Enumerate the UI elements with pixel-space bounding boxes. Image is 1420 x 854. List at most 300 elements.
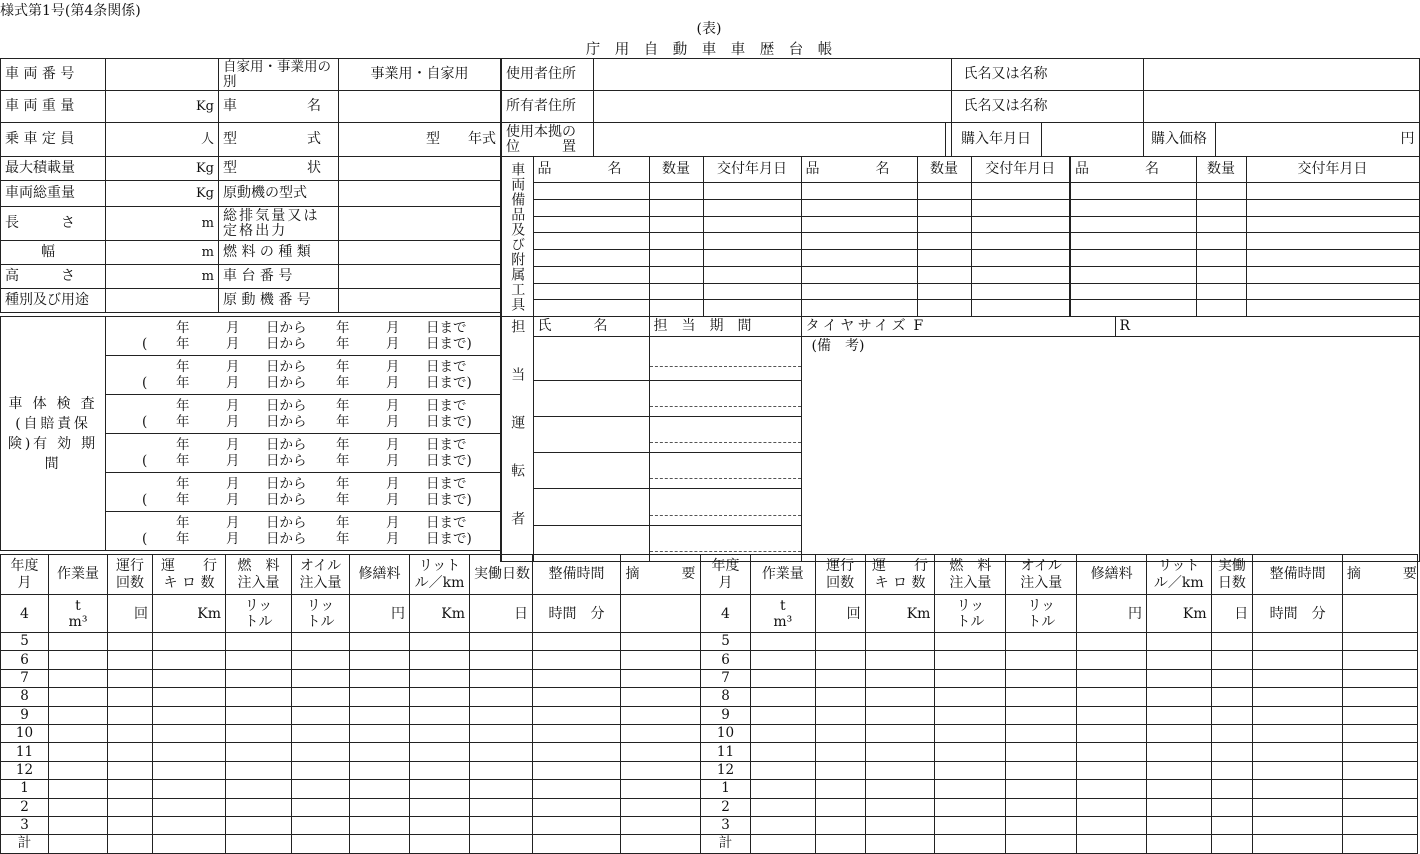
right-log-unit-6[interactable]: 円: [1077, 595, 1147, 633]
left-log-cell[interactable]: [226, 651, 292, 669]
right-log-cell[interactable]: [1077, 743, 1147, 761]
right-log-cell[interactable]: [1342, 761, 1417, 779]
vehicle-mid-value-8[interactable]: [339, 289, 501, 313]
left-log-cell[interactable]: [49, 706, 108, 724]
right-log-cell[interactable]: [1211, 780, 1253, 798]
equipment-cell[interactable]: [703, 300, 801, 317]
right-log-cell[interactable]: [1077, 688, 1147, 706]
equipment-cell[interactable]: [971, 266, 1070, 283]
left-log-unit-5[interactable]: リッ トル: [292, 595, 350, 633]
vehicle-mid-value-7[interactable]: [339, 265, 501, 289]
right-log-unit-9[interactable]: 時間 分: [1253, 595, 1343, 633]
left-log-cell[interactable]: [533, 816, 621, 834]
vehicle-value-7[interactable]: m: [106, 265, 219, 289]
left-log-cell[interactable]: [410, 743, 470, 761]
equipment-cell[interactable]: [1246, 199, 1419, 216]
right-log-cell[interactable]: [1006, 743, 1077, 761]
left-log-cell[interactable]: [621, 651, 701, 669]
equipment-cell[interactable]: [533, 233, 649, 250]
left-log-unit-2[interactable]: 回: [108, 595, 153, 633]
vehicle-mid-value-3[interactable]: [339, 157, 501, 181]
equipment-cell[interactable]: [1246, 233, 1419, 250]
left-log-cell[interactable]: [621, 724, 701, 742]
vehicle-mid-value-2[interactable]: 型 年式: [339, 123, 501, 157]
equipment-cell[interactable]: [533, 300, 649, 317]
driver-name-cell[interactable]: [533, 489, 649, 525]
equipment-cell[interactable]: [533, 216, 649, 233]
equipment-cell[interactable]: [1196, 199, 1246, 216]
left-log-cell[interactable]: [49, 688, 108, 706]
left-log-cell[interactable]: [226, 780, 292, 798]
right-log-cell[interactable]: [1146, 835, 1211, 853]
equipment-cell[interactable]: [801, 183, 917, 200]
right-log-cell[interactable]: [815, 633, 865, 651]
right-log-cell[interactable]: [1342, 633, 1417, 651]
equipment-cell[interactable]: [971, 283, 1070, 300]
left-log-cell[interactable]: [49, 780, 108, 798]
left-log-cell[interactable]: [621, 798, 701, 816]
right-log-cell[interactable]: [751, 688, 816, 706]
equipment-cell[interactable]: [917, 233, 971, 250]
left-log-unit-6[interactable]: 円: [350, 595, 410, 633]
equipment-cell[interactable]: [917, 283, 971, 300]
equipment-cell[interactable]: [649, 183, 703, 200]
right-log-cell[interactable]: [865, 743, 935, 761]
equipment-cell[interactable]: [1070, 250, 1196, 267]
right-log-cell[interactable]: [1006, 780, 1077, 798]
equipment-cell[interactable]: [971, 199, 1070, 216]
right-log-cell[interactable]: [1146, 780, 1211, 798]
equipment-cell[interactable]: [1070, 216, 1196, 233]
right-log-cell[interactable]: [1211, 816, 1253, 834]
equipment-cell[interactable]: [1196, 233, 1246, 250]
driver-period-cell[interactable]: [649, 337, 801, 381]
left-log-cell[interactable]: [470, 780, 533, 798]
equipment-cell[interactable]: [703, 250, 801, 267]
driver-name-cell[interactable]: [533, 337, 649, 381]
left-log-unit-9[interactable]: 時間 分: [533, 595, 621, 633]
user-name-field[interactable]: [1143, 59, 1419, 91]
right-log-cell[interactable]: [865, 835, 935, 853]
right-log-cell[interactable]: [1006, 798, 1077, 816]
right-log-cell[interactable]: [1006, 688, 1077, 706]
right-log-cell[interactable]: [1342, 706, 1417, 724]
left-log-cell[interactable]: [292, 651, 350, 669]
equipment-cell[interactable]: [703, 283, 801, 300]
right-log-cell[interactable]: [1342, 743, 1417, 761]
right-log-cell[interactable]: [1077, 706, 1147, 724]
right-log-cell[interactable]: [1253, 633, 1343, 651]
vehicle-value-6[interactable]: m: [106, 241, 219, 265]
right-log-cell[interactable]: [1253, 651, 1343, 669]
left-log-cell[interactable]: [533, 835, 621, 853]
right-log-cell[interactable]: [1211, 724, 1253, 742]
left-log-cell[interactable]: [621, 633, 701, 651]
equipment-cell[interactable]: [1070, 183, 1196, 200]
right-log-cell[interactable]: [1077, 816, 1147, 834]
right-log-cell[interactable]: [865, 706, 935, 724]
user-address-field[interactable]: [593, 59, 951, 91]
equipment-cell[interactable]: [649, 216, 703, 233]
left-log-cell[interactable]: [226, 761, 292, 779]
right-log-cell[interactable]: [1342, 780, 1417, 798]
driver-name-cell[interactable]: [533, 453, 649, 489]
equipment-cell[interactable]: [533, 266, 649, 283]
right-log-cell[interactable]: [815, 688, 865, 706]
left-log-cell[interactable]: [153, 669, 226, 687]
equipment-cell[interactable]: [649, 233, 703, 250]
right-log-cell[interactable]: [1253, 835, 1343, 853]
vehicle-value-0[interactable]: [106, 59, 219, 91]
left-log-cell[interactable]: [470, 743, 533, 761]
equipment-cell[interactable]: [917, 183, 971, 200]
owner-address-field[interactable]: [593, 91, 951, 123]
left-log-cell[interactable]: [470, 669, 533, 687]
left-log-cell[interactable]: [292, 780, 350, 798]
left-log-cell[interactable]: [108, 633, 153, 651]
right-log-cell[interactable]: [1077, 669, 1147, 687]
equipment-cell[interactable]: [801, 266, 917, 283]
equipment-cell[interactable]: [649, 199, 703, 216]
right-log-cell[interactable]: [1077, 651, 1147, 669]
equipment-cell[interactable]: [649, 266, 703, 283]
right-log-unit-7[interactable]: Km: [1146, 595, 1211, 633]
left-log-cell[interactable]: [410, 651, 470, 669]
right-log-cell[interactable]: [935, 835, 1006, 853]
left-log-cell[interactable]: [350, 706, 410, 724]
remarks-field[interactable]: [801, 337, 1419, 562]
left-log-cell[interactable]: [533, 706, 621, 724]
right-log-cell[interactable]: [1342, 724, 1417, 742]
equipment-cell[interactable]: [917, 300, 971, 317]
left-log-cell[interactable]: [533, 633, 621, 651]
left-log-cell[interactable]: [153, 706, 226, 724]
right-log-cell[interactable]: [1077, 780, 1147, 798]
right-log-cell[interactable]: [751, 761, 816, 779]
right-log-cell[interactable]: [1211, 743, 1253, 761]
right-log-cell[interactable]: [1342, 651, 1417, 669]
left-log-cell[interactable]: [350, 798, 410, 816]
left-log-cell[interactable]: [226, 743, 292, 761]
right-log-cell[interactable]: [1253, 816, 1343, 834]
right-log-unit-5[interactable]: リッ トル: [1006, 595, 1077, 633]
equipment-cell[interactable]: [649, 283, 703, 300]
left-log-cell[interactable]: [470, 706, 533, 724]
right-log-cell[interactable]: [1146, 761, 1211, 779]
left-log-cell[interactable]: [153, 816, 226, 834]
equipment-cell[interactable]: [801, 250, 917, 267]
left-log-cell[interactable]: [470, 633, 533, 651]
right-log-unit-4[interactable]: リッ トル: [935, 595, 1006, 633]
right-log-cell[interactable]: [1006, 706, 1077, 724]
left-log-cell[interactable]: [292, 798, 350, 816]
right-log-cell[interactable]: [1211, 633, 1253, 651]
right-log-cell[interactable]: [1146, 651, 1211, 669]
equipment-cell[interactable]: [533, 199, 649, 216]
left-log-cell[interactable]: [153, 835, 226, 853]
left-log-cell[interactable]: [292, 724, 350, 742]
equipment-cell[interactable]: [703, 216, 801, 233]
equipment-cell[interactable]: [703, 233, 801, 250]
right-log-cell[interactable]: [1006, 724, 1077, 742]
left-log-cell[interactable]: [350, 743, 410, 761]
right-log-cell[interactable]: [751, 780, 816, 798]
left-log-cell[interactable]: [226, 816, 292, 834]
right-log-cell[interactable]: [865, 724, 935, 742]
left-log-cell[interactable]: [153, 651, 226, 669]
left-log-cell[interactable]: [350, 780, 410, 798]
left-log-cell[interactable]: [533, 724, 621, 742]
equipment-cell[interactable]: [1196, 216, 1246, 233]
base-location-field[interactable]: [593, 123, 945, 157]
left-log-cell[interactable]: [292, 633, 350, 651]
equipment-cell[interactable]: [1196, 283, 1246, 300]
equipment-cell[interactable]: [801, 300, 917, 317]
right-log-cell[interactable]: [1211, 669, 1253, 687]
right-log-cell[interactable]: [1146, 688, 1211, 706]
left-log-cell[interactable]: [533, 651, 621, 669]
right-log-cell[interactable]: [935, 706, 1006, 724]
equipment-cell[interactable]: [801, 233, 917, 250]
right-log-cell[interactable]: [815, 761, 865, 779]
left-log-cell[interactable]: [470, 798, 533, 816]
right-log-cell[interactable]: [1211, 651, 1253, 669]
left-log-cell[interactable]: [533, 798, 621, 816]
right-log-cell[interactable]: [1006, 633, 1077, 651]
equipment-cell[interactable]: [1246, 250, 1419, 267]
right-log-cell[interactable]: [1077, 724, 1147, 742]
right-log-cell[interactable]: [1006, 835, 1077, 853]
right-log-unit-3[interactable]: Km: [865, 595, 935, 633]
left-log-cell[interactable]: [350, 835, 410, 853]
left-log-cell[interactable]: [410, 633, 470, 651]
right-log-cell[interactable]: [751, 816, 816, 834]
left-log-cell[interactable]: [470, 816, 533, 834]
equipment-cell[interactable]: [917, 199, 971, 216]
left-log-cell[interactable]: [49, 724, 108, 742]
left-log-cell[interactable]: [108, 651, 153, 669]
right-log-cell[interactable]: [865, 651, 935, 669]
left-log-cell[interactable]: [470, 724, 533, 742]
right-log-cell[interactable]: [935, 688, 1006, 706]
purchase-date-field[interactable]: [1041, 123, 1143, 157]
left-log-cell[interactable]: [108, 835, 153, 853]
left-log-unit-3[interactable]: Km: [153, 595, 226, 633]
left-log-cell[interactable]: [226, 706, 292, 724]
equipment-cell[interactable]: [533, 183, 649, 200]
left-log-cell[interactable]: [108, 688, 153, 706]
right-log-cell[interactable]: [935, 798, 1006, 816]
left-log-unit-1[interactable]: t m³: [49, 595, 108, 633]
left-log-cell[interactable]: [292, 669, 350, 687]
right-log-cell[interactable]: [1146, 706, 1211, 724]
right-log-cell[interactable]: [1253, 743, 1343, 761]
right-log-unit-10[interactable]: [1342, 595, 1417, 633]
vehicle-mid-value-4[interactable]: [339, 181, 501, 207]
right-log-cell[interactable]: [1253, 688, 1343, 706]
equipment-cell[interactable]: [533, 250, 649, 267]
right-log-cell[interactable]: [1211, 835, 1253, 853]
left-log-cell[interactable]: [226, 798, 292, 816]
left-log-cell[interactable]: [49, 633, 108, 651]
left-log-cell[interactable]: [621, 706, 701, 724]
left-log-cell[interactable]: [410, 816, 470, 834]
right-log-cell[interactable]: [815, 724, 865, 742]
left-log-cell[interactable]: [410, 780, 470, 798]
left-log-cell[interactable]: [350, 651, 410, 669]
vehicle-mid-value-5[interactable]: [339, 207, 501, 241]
equipment-cell[interactable]: [1246, 216, 1419, 233]
vehicle-value-4[interactable]: Kg: [106, 181, 219, 207]
right-log-cell[interactable]: [1146, 633, 1211, 651]
equipment-cell[interactable]: [971, 300, 1070, 317]
right-log-cell[interactable]: [1253, 669, 1343, 687]
right-log-cell[interactable]: [865, 780, 935, 798]
right-log-cell[interactable]: [1253, 724, 1343, 742]
right-log-unit-1[interactable]: t m³: [751, 595, 816, 633]
left-log-cell[interactable]: [533, 688, 621, 706]
right-log-cell[interactable]: [1146, 816, 1211, 834]
right-log-cell[interactable]: [1006, 651, 1077, 669]
equipment-cell[interactable]: [917, 250, 971, 267]
equipment-cell[interactable]: [649, 250, 703, 267]
left-log-cell[interactable]: [410, 724, 470, 742]
right-log-cell[interactable]: [1342, 669, 1417, 687]
right-log-cell[interactable]: [1146, 743, 1211, 761]
equipment-cell[interactable]: [1196, 183, 1246, 200]
left-log-cell[interactable]: [49, 816, 108, 834]
right-log-cell[interactable]: [1342, 816, 1417, 834]
left-log-cell[interactable]: [49, 651, 108, 669]
left-log-cell[interactable]: [108, 743, 153, 761]
left-log-unit-4[interactable]: リッ トル: [226, 595, 292, 633]
right-log-cell[interactable]: [935, 633, 1006, 651]
left-log-cell[interactable]: [153, 798, 226, 816]
right-log-cell[interactable]: [751, 651, 816, 669]
equipment-cell[interactable]: [917, 266, 971, 283]
left-log-cell[interactable]: [292, 688, 350, 706]
left-log-cell[interactable]: [49, 743, 108, 761]
left-log-cell[interactable]: [533, 743, 621, 761]
left-log-cell[interactable]: [108, 780, 153, 798]
right-log-cell[interactable]: [1146, 669, 1211, 687]
right-log-unit-8[interactable]: 日: [1211, 595, 1253, 633]
left-log-cell[interactable]: [153, 743, 226, 761]
right-log-cell[interactable]: [935, 724, 1006, 742]
right-log-cell[interactable]: [865, 633, 935, 651]
left-log-cell[interactable]: [470, 651, 533, 669]
right-log-cell[interactable]: [751, 798, 816, 816]
right-log-cell[interactable]: [1342, 798, 1417, 816]
right-log-cell[interactable]: [815, 669, 865, 687]
left-log-cell[interactable]: [153, 724, 226, 742]
left-log-cell[interactable]: [226, 669, 292, 687]
equipment-cell[interactable]: [1070, 300, 1196, 317]
equipment-cell[interactable]: [1070, 199, 1196, 216]
left-log-cell[interactable]: [533, 761, 621, 779]
right-log-cell[interactable]: [815, 743, 865, 761]
left-log-cell[interactable]: [153, 780, 226, 798]
left-log-cell[interactable]: [621, 780, 701, 798]
vehicle-value-8[interactable]: [106, 289, 219, 313]
vehicle-value-5[interactable]: m: [106, 207, 219, 241]
left-log-cell[interactable]: [153, 688, 226, 706]
equipment-cell[interactable]: [533, 283, 649, 300]
vehicle-mid-value-1[interactable]: [339, 91, 501, 123]
right-log-cell[interactable]: [815, 706, 865, 724]
left-log-cell[interactable]: [292, 743, 350, 761]
right-log-cell[interactable]: [1211, 706, 1253, 724]
right-log-cell[interactable]: [1211, 798, 1253, 816]
left-log-cell[interactable]: [350, 669, 410, 687]
left-log-cell[interactable]: [226, 633, 292, 651]
equipment-cell[interactable]: [1196, 250, 1246, 267]
right-log-cell[interactable]: [865, 761, 935, 779]
right-log-cell[interactable]: [935, 816, 1006, 834]
right-log-cell[interactable]: [815, 798, 865, 816]
left-log-cell[interactable]: [49, 798, 108, 816]
right-log-cell[interactable]: [1077, 761, 1147, 779]
left-log-cell[interactable]: [108, 724, 153, 742]
left-log-cell[interactable]: [108, 798, 153, 816]
right-log-cell[interactable]: [1077, 798, 1147, 816]
tire-size-rear[interactable]: R: [1115, 317, 1419, 337]
inspection-period-4[interactable]: [106, 473, 501, 512]
vehicle-value-3[interactable]: Kg: [106, 157, 219, 181]
left-log-cell[interactable]: [226, 835, 292, 853]
left-log-cell[interactable]: [533, 669, 621, 687]
equipment-cell[interactable]: [703, 199, 801, 216]
vehicle-value-2[interactable]: 人: [106, 123, 219, 157]
left-log-cell[interactable]: [621, 743, 701, 761]
equipment-cell[interactable]: [1246, 183, 1419, 200]
left-log-cell[interactable]: [49, 669, 108, 687]
right-log-cell[interactable]: [751, 835, 816, 853]
driver-name-cell[interactable]: [533, 380, 649, 416]
equipment-cell[interactable]: [971, 233, 1070, 250]
equipment-cell[interactable]: [1070, 283, 1196, 300]
right-log-cell[interactable]: [1253, 761, 1343, 779]
left-log-cell[interactable]: [470, 688, 533, 706]
right-log-cell[interactable]: [815, 816, 865, 834]
equipment-cell[interactable]: [703, 266, 801, 283]
equipment-cell[interactable]: [971, 216, 1070, 233]
right-log-cell[interactable]: [1146, 798, 1211, 816]
left-log-cell[interactable]: [350, 724, 410, 742]
vehicle-mid-value-0[interactable]: 事業用・自家用: [339, 59, 501, 91]
left-log-cell[interactable]: [108, 816, 153, 834]
left-log-cell[interactable]: [621, 761, 701, 779]
left-log-cell[interactable]: [410, 761, 470, 779]
left-log-cell[interactable]: [108, 761, 153, 779]
inspection-period-0[interactable]: [106, 317, 501, 356]
left-log-cell[interactable]: [226, 724, 292, 742]
driver-period-cell[interactable]: [649, 453, 801, 489]
right-log-cell[interactable]: [1006, 816, 1077, 834]
equipment-cell[interactable]: [1196, 300, 1246, 317]
right-log-cell[interactable]: [1342, 688, 1417, 706]
right-log-cell[interactable]: [865, 688, 935, 706]
left-log-cell[interactable]: [410, 669, 470, 687]
driver-period-cell[interactable]: [649, 489, 801, 525]
left-log-cell[interactable]: [292, 706, 350, 724]
equipment-cell[interactable]: [801, 216, 917, 233]
equipment-cell[interactable]: [649, 300, 703, 317]
equipment-cell[interactable]: [703, 183, 801, 200]
right-log-cell[interactable]: [1342, 835, 1417, 853]
equipment-cell[interactable]: [917, 216, 971, 233]
left-log-cell[interactable]: [621, 835, 701, 853]
